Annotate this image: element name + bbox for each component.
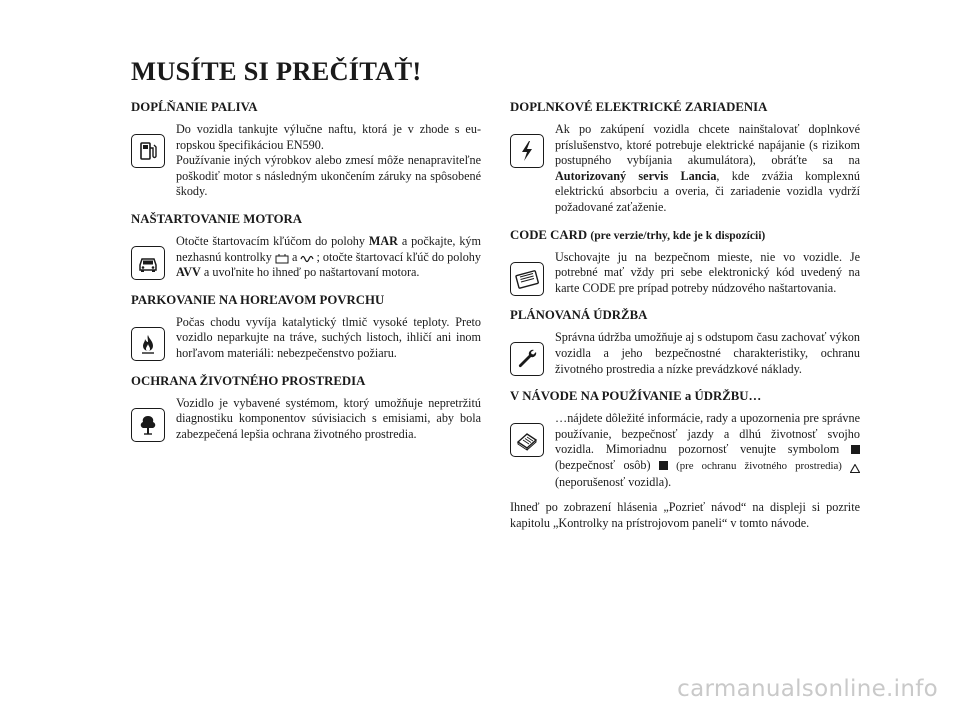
text-run: , kde zvážia komplexnú elektrickú absorbciu a overia, či zariadenie vozidla vydrží požadované zaťaženie. <box>555 168 860 214</box>
text-run: Otočte štartovacím kľúčom do polohy <box>176 233 369 248</box>
section-body: Vozidlo je vybavené systémom, ktorý umožňuje nepretržitú diagnostiku komponentov súvisiacich s emisiami, aby bola zabezpečená lepšia ochrana životného prostredia. <box>176 395 481 441</box>
text-run: …nájdete dôležité informácie, rady a upozornenia pre správne používanie, bezpečnosť jazdy a dlhú životnosť svojho vozidla. Mimoriadnu pozornosť venujte symbolom <box>555 411 860 457</box>
text-run: (neporušenosť vozidla). <box>555 474 672 489</box>
section-parking <box>131 293 481 362</box>
text-run: a počkajte, kým nezhasnú kontrolky <box>176 233 482 264</box>
page-title: MUSÍTE SI PREČÍTAŤ! <box>131 56 422 86</box>
text-run: ; otočte štartovací kľúč do polohy <box>316 249 481 264</box>
text-run: a <box>288 249 301 264</box>
key-position-mar: MAR <box>368 233 398 248</box>
section-engine-start <box>131 212 481 281</box>
text-run: Ak po zakúpení vozidla chcete nainštalovať doplnkové príslušenstvo, ktoré potrebuje elektrické napájanie (s rizikom postupného vybíjania akumulátora), obráťte sa na <box>555 122 860 168</box>
paragraph: Do vozidla tankujte výlučne naftu, ktorá je v zhode s eu-ropskou špecifikáciou EN590. <box>176 122 481 152</box>
fire-icon <box>131 327 165 361</box>
section-heading: PARKOVANIE NA HORĽAVOM POVRCHU <box>131 292 385 307</box>
section-maintenance <box>510 308 860 377</box>
section-heading: DOPLNKOVÉ ELEKTRICKÉ ZARIADENIA <box>510 100 768 114</box>
lightning-icon <box>510 134 544 168</box>
section-heading: DOPĹŇANIE PALIVA <box>131 100 258 114</box>
section-body <box>176 122 481 200</box>
right-column <box>510 100 860 531</box>
section-manual <box>510 389 860 490</box>
section-code-card <box>510 228 860 297</box>
left-column <box>131 100 481 454</box>
glow-plug-warning-icon <box>275 253 289 263</box>
heading-sub: (pre verzie/trhy, kde je k dispozícii) <box>590 228 766 242</box>
section-heading: NAŠTARTOVANIE MOTORA <box>131 211 303 226</box>
fuel-pump-icon <box>131 134 165 168</box>
section-heading: OCHRANA ŽIVOTNÉHO PROSTREDIA <box>131 373 366 388</box>
section-body: Počas chodu vyvíja katalytický tlmič vysoké teploty. Preto vozidlo neparkujte na tráve, suchých listoch, ihličí ani inom horľavom materiáli: nebezpečenstvo požiaru. <box>176 314 481 360</box>
section-body: Uschovajte ju na bezpečnom mieste, nie vo vozidle. Je potrebné mať vždy pri sebe elektronický kód uvedený na karte CODE pre prípad potreby núdzového naštartovania. <box>555 249 860 295</box>
section-heading <box>510 228 860 243</box>
heading-main: CODE CARD <box>510 227 588 242</box>
wrench-icon <box>510 342 544 376</box>
environment-icon <box>659 461 668 470</box>
vehicle-integrity-icon <box>850 462 860 471</box>
section-body <box>555 122 860 216</box>
section-body: Správna údržba umožňuje aj s odstupom času zachovať výkon vozidla a jeho bezpečnostné charakteristiky, ochranu životného prostredia a nízke prevádzkové náklady. <box>555 330 860 376</box>
section-heading: V NÁVODE NA POUŽÍVANIE a ÚDRŽBU… <box>510 389 762 404</box>
manual-book-icon <box>510 423 544 457</box>
preheat-coil-icon <box>300 253 316 263</box>
tree-icon <box>131 408 165 442</box>
service-name: Autorizovaný servis Lancia <box>555 168 717 183</box>
section-environment <box>131 374 481 443</box>
car-front-icon <box>131 246 165 280</box>
text-run: (pre ochranu životného prostredia) <box>668 459 850 472</box>
key-position-avv: AVV <box>176 265 201 280</box>
watermark: carmanualsonline.info <box>677 676 938 702</box>
section-fuel <box>131 100 481 200</box>
code-card-icon <box>510 262 544 296</box>
person-safety-icon <box>851 445 860 454</box>
text-run: a uvoľnite ho ihneď po naštartovaní motora. <box>200 265 420 280</box>
section-electric <box>510 100 860 216</box>
paragraph: Používanie iných výrobkov alebo zmesí môže nenapraviteľne poškodiť motor s následným ukončením záruky na spôsobené škody. <box>176 153 481 199</box>
text-run: (bezpečnosť osôb) <box>555 457 659 472</box>
section-heading: PLÁNOVANÁ ÚDRŽBA <box>510 308 648 323</box>
closing-paragraph: Ihneď po zobrazení hlásenia „Pozrieť návod“ na displeji si pozrite kapitolu „Kontrolky na prístrojovom paneli“ v tomto návode. <box>510 500 860 530</box>
section-body <box>176 234 481 281</box>
section-body <box>555 411 860 490</box>
